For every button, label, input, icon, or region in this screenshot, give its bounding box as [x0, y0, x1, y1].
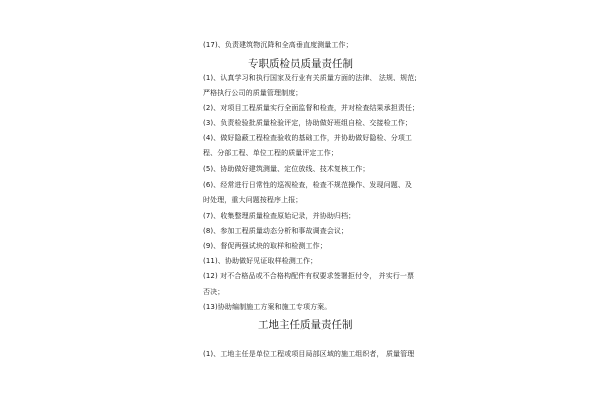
intro-item: (17)、负责建筑物沉降和全高垂直度测量工作；	[203, 41, 353, 49]
section1-item-12-cont: 否决；	[203, 288, 225, 296]
section1-item-6: (6)、经常进行日常性的巡视检查，检查不规范操作、发现问题、及	[203, 181, 413, 189]
section1-item-5: (5)、协助做好建筑测量、定位放线、技术复核工作；	[203, 165, 370, 173]
section1-item-2: (2)、对项目工程质量实行全面监督和检查，并对检查结果承担责任；	[203, 104, 420, 112]
section1-item-11: (11)、协助做好见证取样检测工作；	[203, 257, 318, 265]
section1-item-1-cont: 严格执行公司的质量管理制度；	[203, 89, 303, 97]
section1-item-12: (12) 对不合格品或不合格构配件有权要求签署拒付令， 并实行一票	[203, 272, 415, 280]
section1-item-4: (4)、做好隐蔽工程检查验收的基础工作，并协助做好隐检、分项工	[203, 134, 413, 142]
section1-title: 专职质检员质量责任制	[248, 58, 353, 70]
section1-item-7: (7)、收集整理质量检查原始记录，并协助归档；	[203, 212, 356, 220]
section2-item-1: (1)、工地主任是单位工程或项目局部区域的施工组织者， 质量管理	[203, 350, 415, 358]
section1-item-3: (3)、负责检验批质量检验评定，协助做好班组自检、交接检工作；	[203, 119, 413, 127]
section1-item-8: (8)、参加工程质量动态分析和事故调查会议；	[203, 227, 349, 235]
section1-item-13: (13)协助编制施工方案和施工专项方案。	[203, 303, 332, 311]
section2-title: 工地主任质量责任制	[258, 319, 353, 331]
section1-item-4-cont: 程、分部工程、单位工程的质量评定工作；	[203, 149, 338, 157]
section1-item-9: (9)、督促两强试块的取样和检测工作；	[203, 242, 327, 250]
section1-item-6-cont: 时处理，重大问题按程序上报；	[203, 196, 303, 204]
section1-item-1: (1)、认真学习和执行国家及行业有关质量方面的法律、 法规、规范;	[203, 74, 417, 82]
